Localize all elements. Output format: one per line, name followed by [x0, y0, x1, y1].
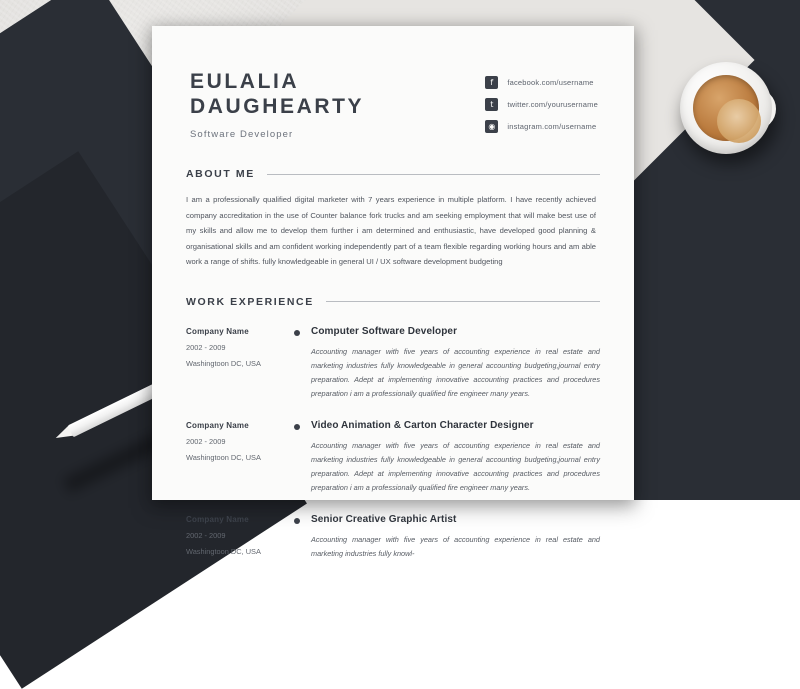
company-years: 2002 - 2009	[186, 530, 226, 540]
contact-facebook[interactable]	[485, 76, 598, 89]
company-name: Company Name	[186, 514, 249, 524]
contact-twitter[interactable]	[485, 98, 598, 111]
first-name: EULALIA	[190, 70, 300, 93]
work-divider	[326, 301, 600, 302]
work-entry-meta	[186, 420, 294, 496]
contact-list	[485, 70, 600, 142]
name-block	[186, 70, 364, 140]
job-role: Software Developer	[190, 128, 294, 140]
coffee-foam	[717, 99, 761, 143]
company-years: 2002 - 2009	[186, 436, 226, 446]
twitter-icon: t	[485, 98, 498, 111]
work-entry-title: Computer Software Developer	[311, 325, 458, 337]
facebook-icon: f	[485, 76, 498, 89]
company-years: 2002 - 2009	[186, 342, 226, 352]
work-entry-description: Accounting manager with five years of accounting experience in real estate and marketing industries fully knowledgeable in general accounting budgeting,journal entry preparation. Adept at implementing innovative accounting practices and procedures preparation i am a professionally qualified fire engineer many years.	[311, 440, 600, 493]
bullet-icon	[294, 330, 300, 336]
work-entry-body	[294, 326, 600, 402]
last-name: DAUGHEARTY	[190, 94, 365, 118]
company-name: Company Name	[186, 326, 249, 336]
work-entry-title: Senior Creative Graphic Artist	[311, 513, 457, 525]
contact-facebook-text: facebook.com/username	[507, 78, 594, 87]
work-entry-body	[294, 514, 600, 561]
coffee-liquid	[693, 75, 759, 141]
work-entry	[186, 326, 600, 402]
about-title: ABOUT ME	[186, 168, 255, 180]
about-divider	[267, 174, 600, 175]
work-entry	[186, 420, 600, 496]
work-entry	[186, 514, 600, 561]
work-entry-title: Video Animation & Carton Character Designer	[311, 419, 534, 431]
coffee-cup-body	[680, 62, 772, 154]
company-location: Washingtoon DC, USA	[186, 452, 261, 462]
work-entry-description: Accounting manager with five years of accounting experience in real estate and marketing industries fully knowledgeable in general accounting budgeting,journal entry preparation. Adept at implementing innovative accounting practices and procedures preparation i am a professionally qualified fire engineer many years.	[311, 346, 600, 399]
contact-twitter-text: twitter.com/yourusername	[507, 100, 598, 109]
instagram-icon: ◉	[485, 120, 498, 133]
coffee-cup	[680, 62, 772, 154]
contact-instagram[interactable]	[485, 120, 598, 133]
work-entry-meta	[186, 326, 294, 402]
about-section-heading	[186, 168, 600, 180]
work-entry-description: Accounting manager with five years of accounting experience in real estate and marketing industries fully knowl-	[311, 534, 600, 558]
bullet-icon	[294, 518, 300, 524]
work-entry-body	[294, 420, 600, 496]
work-section-heading	[186, 296, 600, 308]
company-location: Washingtoon DC, USA	[186, 358, 261, 368]
company-name: Company Name	[186, 420, 249, 430]
contact-instagram-text: instagram.com/username	[507, 122, 597, 131]
about-body: I am a professionally qualified digital marketer with 7 years experience in multiple platform. I have recently achieved company accreditation in the use of Counter balance fork trucks and am seeking employment that will make best use of my skills and allow me to develop them further i am determined and enthusiastic, have developed good planning & organisational skills and am confident working independently part of a team flexible regarding working hours and am able work a range of shifts. fully knowledgeable in general UI / UX software development budgeting	[186, 195, 596, 267]
work-title: WORK EXPERIENCE	[186, 295, 314, 308]
resume-page	[152, 26, 634, 558]
resume-header	[186, 70, 600, 142]
work-entry-meta	[186, 514, 294, 561]
bullet-icon	[294, 424, 300, 430]
company-location: Washingtoon DC, USA	[186, 546, 261, 556]
